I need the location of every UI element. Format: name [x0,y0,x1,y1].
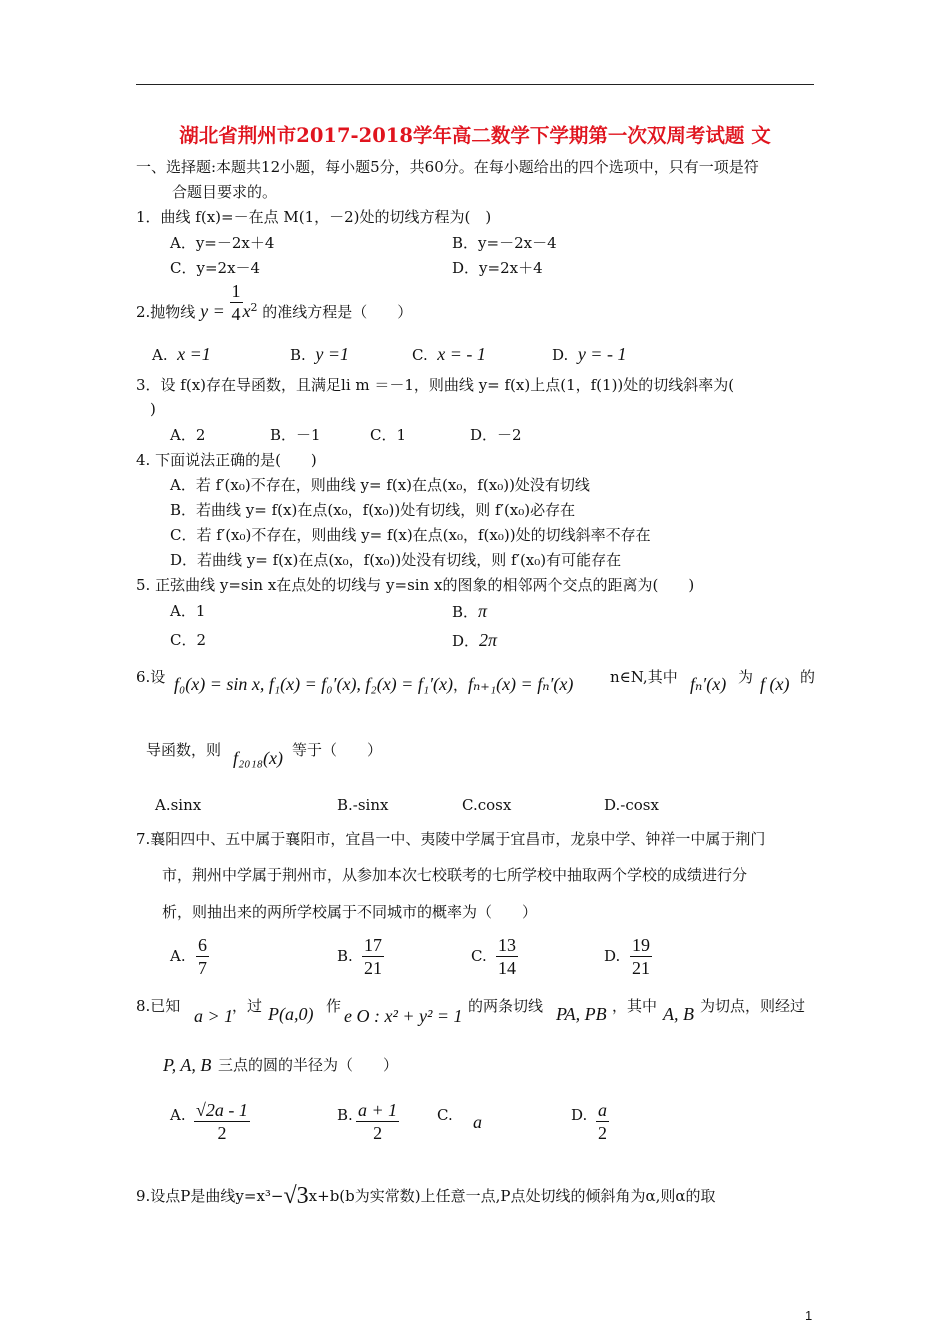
q1-option-d: D．y=2x＋4 [452,259,543,277]
q2-option-a: A. x =1 [152,344,211,364]
q6-wei: 为 [738,668,754,686]
q8-zuo: 作 [326,997,342,1015]
q4-option-c: C．若 f′(x₀)不存在，则曲线 y= f(x)在点(x₀，f(x₀))处的切线斜率不存在 [170,526,651,544]
q8-option-b: $\frac{a + 1}{2}$ [358,1100,398,1143]
section-instructions-cont: 合题目要求的。 [172,183,278,201]
header-rule [136,84,814,85]
q8-qizhong: ，其中 [612,997,658,1015]
q8-option-a-label: A. [170,1106,186,1124]
q1-option-b: B．y=－2x－4 [452,234,557,252]
q7-option-d: $\frac{19}{21}$ [632,935,650,978]
q7-option-a: $\frac{6}{7}$ [198,935,207,978]
q3-stem: 3．设 f(x)存在导函数，且满足li m ＝－1，则曲线 y= f(x)上点(1，f(1))处的切线斜率为( [136,376,735,394]
q5-option-c: C．2 [170,631,207,649]
q4-option-b: B．若曲线 y= f(x)在点(x₀，f(x₀))处有切线，则 f′(x₀)必存在 [170,501,576,519]
q7-option-d-label: D. [604,947,621,965]
q6-fx: f (x) [760,674,790,694]
q6-f2018: f₂₀₁₈(x) [233,748,284,768]
q2-exp: 2 [250,301,258,314]
q6-line2-suffix: 等于（ ） [292,741,383,759]
q2-y: y = [200,301,225,321]
q1-stem: 1．曲线 f(x)=－在点 M(1，－2)处的切线方程为( ) [136,208,492,226]
q6-line2-prefix: 导函数，则 [146,741,222,759]
page-title: 湖北省荆州市2017-2018学年高二数学下学期第一次双周考试题 文 [179,124,771,147]
q7-line2: 市，荆州中学属于荆州市，从参加本次七校联考的七所学校中抽取两个学校的成绩进行分 [162,866,748,884]
q8-option-b-label: B. [337,1106,353,1124]
q6-nin: n∈N,其中 [610,668,678,686]
page-number: 1 [805,1308,813,1323]
q8-mid: 的两条切线 [468,997,544,1015]
q6-formula: f₀(x) = sin x, f₁(x) = f₀′(x), f₂(x) = f₁′(x)，fₙ₊₁(x) = fₙ′(x) [174,674,574,694]
q8-guo: ，过 [232,997,263,1015]
q8-end: 为切点，则经过 [700,997,806,1015]
q8-option-a: $\frac{√2a - 1}{2}$ [196,1100,248,1143]
q7-option-a-label: A. [170,947,186,965]
q8-prefix: 8.已知 [136,997,181,1015]
q7-line1: 7.襄阳四中、五中属于襄阳市，宜昌一中、夷陵中学属于宜昌市，龙泉中学、钟祥一中属于荆门 [136,830,766,848]
q2-suffix: 的准线方程是（ ） [262,303,413,321]
q8-option-c: a [473,1112,482,1132]
q3-option-a: A．2 [170,426,206,444]
q6-option-c: C.cosx [462,796,512,814]
q2-x: x [242,301,251,321]
q6-prefix: 6.设 [136,668,166,686]
q5-option-a: A．1 [170,602,206,620]
section-instructions: 一、选择题:本题共12小题，每小题5分，共60分。在每小题给出的四个选项中，只有一项是符 [136,158,759,176]
q2-option-c: C. x = - 1 [412,344,486,364]
q8-point-p: P(a,0) [268,1004,314,1024]
q8-option-d-label: D. [571,1106,588,1124]
q6-de: 的 [800,668,816,686]
q8-papb: PA, PB [556,1004,607,1024]
q9-stem: 9.设点P是曲线y=x³−√3x+b(b为实常数)上任意一点,P点处切线的倾斜角为α,则α的取 [136,1183,716,1209]
q8-circle: e O : x² + y² = 1 [344,1006,463,1026]
q2-prefix: 2.抛物线 [136,303,196,321]
q1-option-a: A．y=－2x＋4 [170,234,275,252]
q7-option-c: $\frac{13}{14}$ [498,935,516,978]
q1-option-c: C．y=2x－4 [170,259,261,277]
q2-den: 4 [231,303,241,324]
q2-stem [136,280,413,325]
q3-option-d: D．－2 [470,426,522,444]
q5-stem: 5. 正弦曲线 y=sin x在点处的切线与 y=sin x的图象的相邻两个交点的距离为( ) [136,576,695,594]
q5-option-b: B．π [452,601,488,621]
q5-option-d: D．2π [452,630,498,650]
q7-line3: 析，则抽出来的两所学校属于不同城市的概率为（ ） [162,903,538,921]
q8-option-c-label: C. [437,1106,453,1124]
q3-stem-cont: ) [150,400,156,418]
q4-option-d: D．若曲线 y= f(x)在点(x₀，f(x₀))处没有切线，则 f′(x₀)有可能存在 [170,551,622,569]
q3-option-b: B．－1 [270,426,321,444]
q3-option-c: C．1 [370,426,407,444]
q2-fraction [230,280,243,325]
q8-line2-math: P, A, B [163,1055,212,1075]
q8-option-d: $\frac{a}{2}$ [598,1100,607,1143]
q4-stem: 4. 下面说法正确的是( ) [136,451,317,469]
q8-line2: 三点的圆的半径为（ ） [218,1056,399,1074]
q7-option-b-label: B. [337,947,353,965]
q6-fn: fₙ′(x) [690,674,727,694]
q2-option-d: D. y = - 1 [552,344,627,364]
q6-option-d: D.-cosx [604,796,659,814]
q6-option-a: A.sinx [155,796,202,814]
q8-a-gt: a > 1 [194,1006,234,1026]
q4-option-a: A．若 f′(x₀)不存在，则曲线 y= f(x)在点(x₀，f(x₀))处没有切线 [170,476,590,494]
q7-option-b: $\frac{17}{21}$ [364,935,382,978]
q8-ab: A, B [663,1004,694,1024]
q7-option-c-label: C. [471,947,487,965]
q2-num: 1 [231,280,241,301]
q2-option-b: B. y =1 [290,344,349,364]
q6-option-b: B.-sinx [337,796,389,814]
q9-sqrt: √3 [283,1183,309,1209]
